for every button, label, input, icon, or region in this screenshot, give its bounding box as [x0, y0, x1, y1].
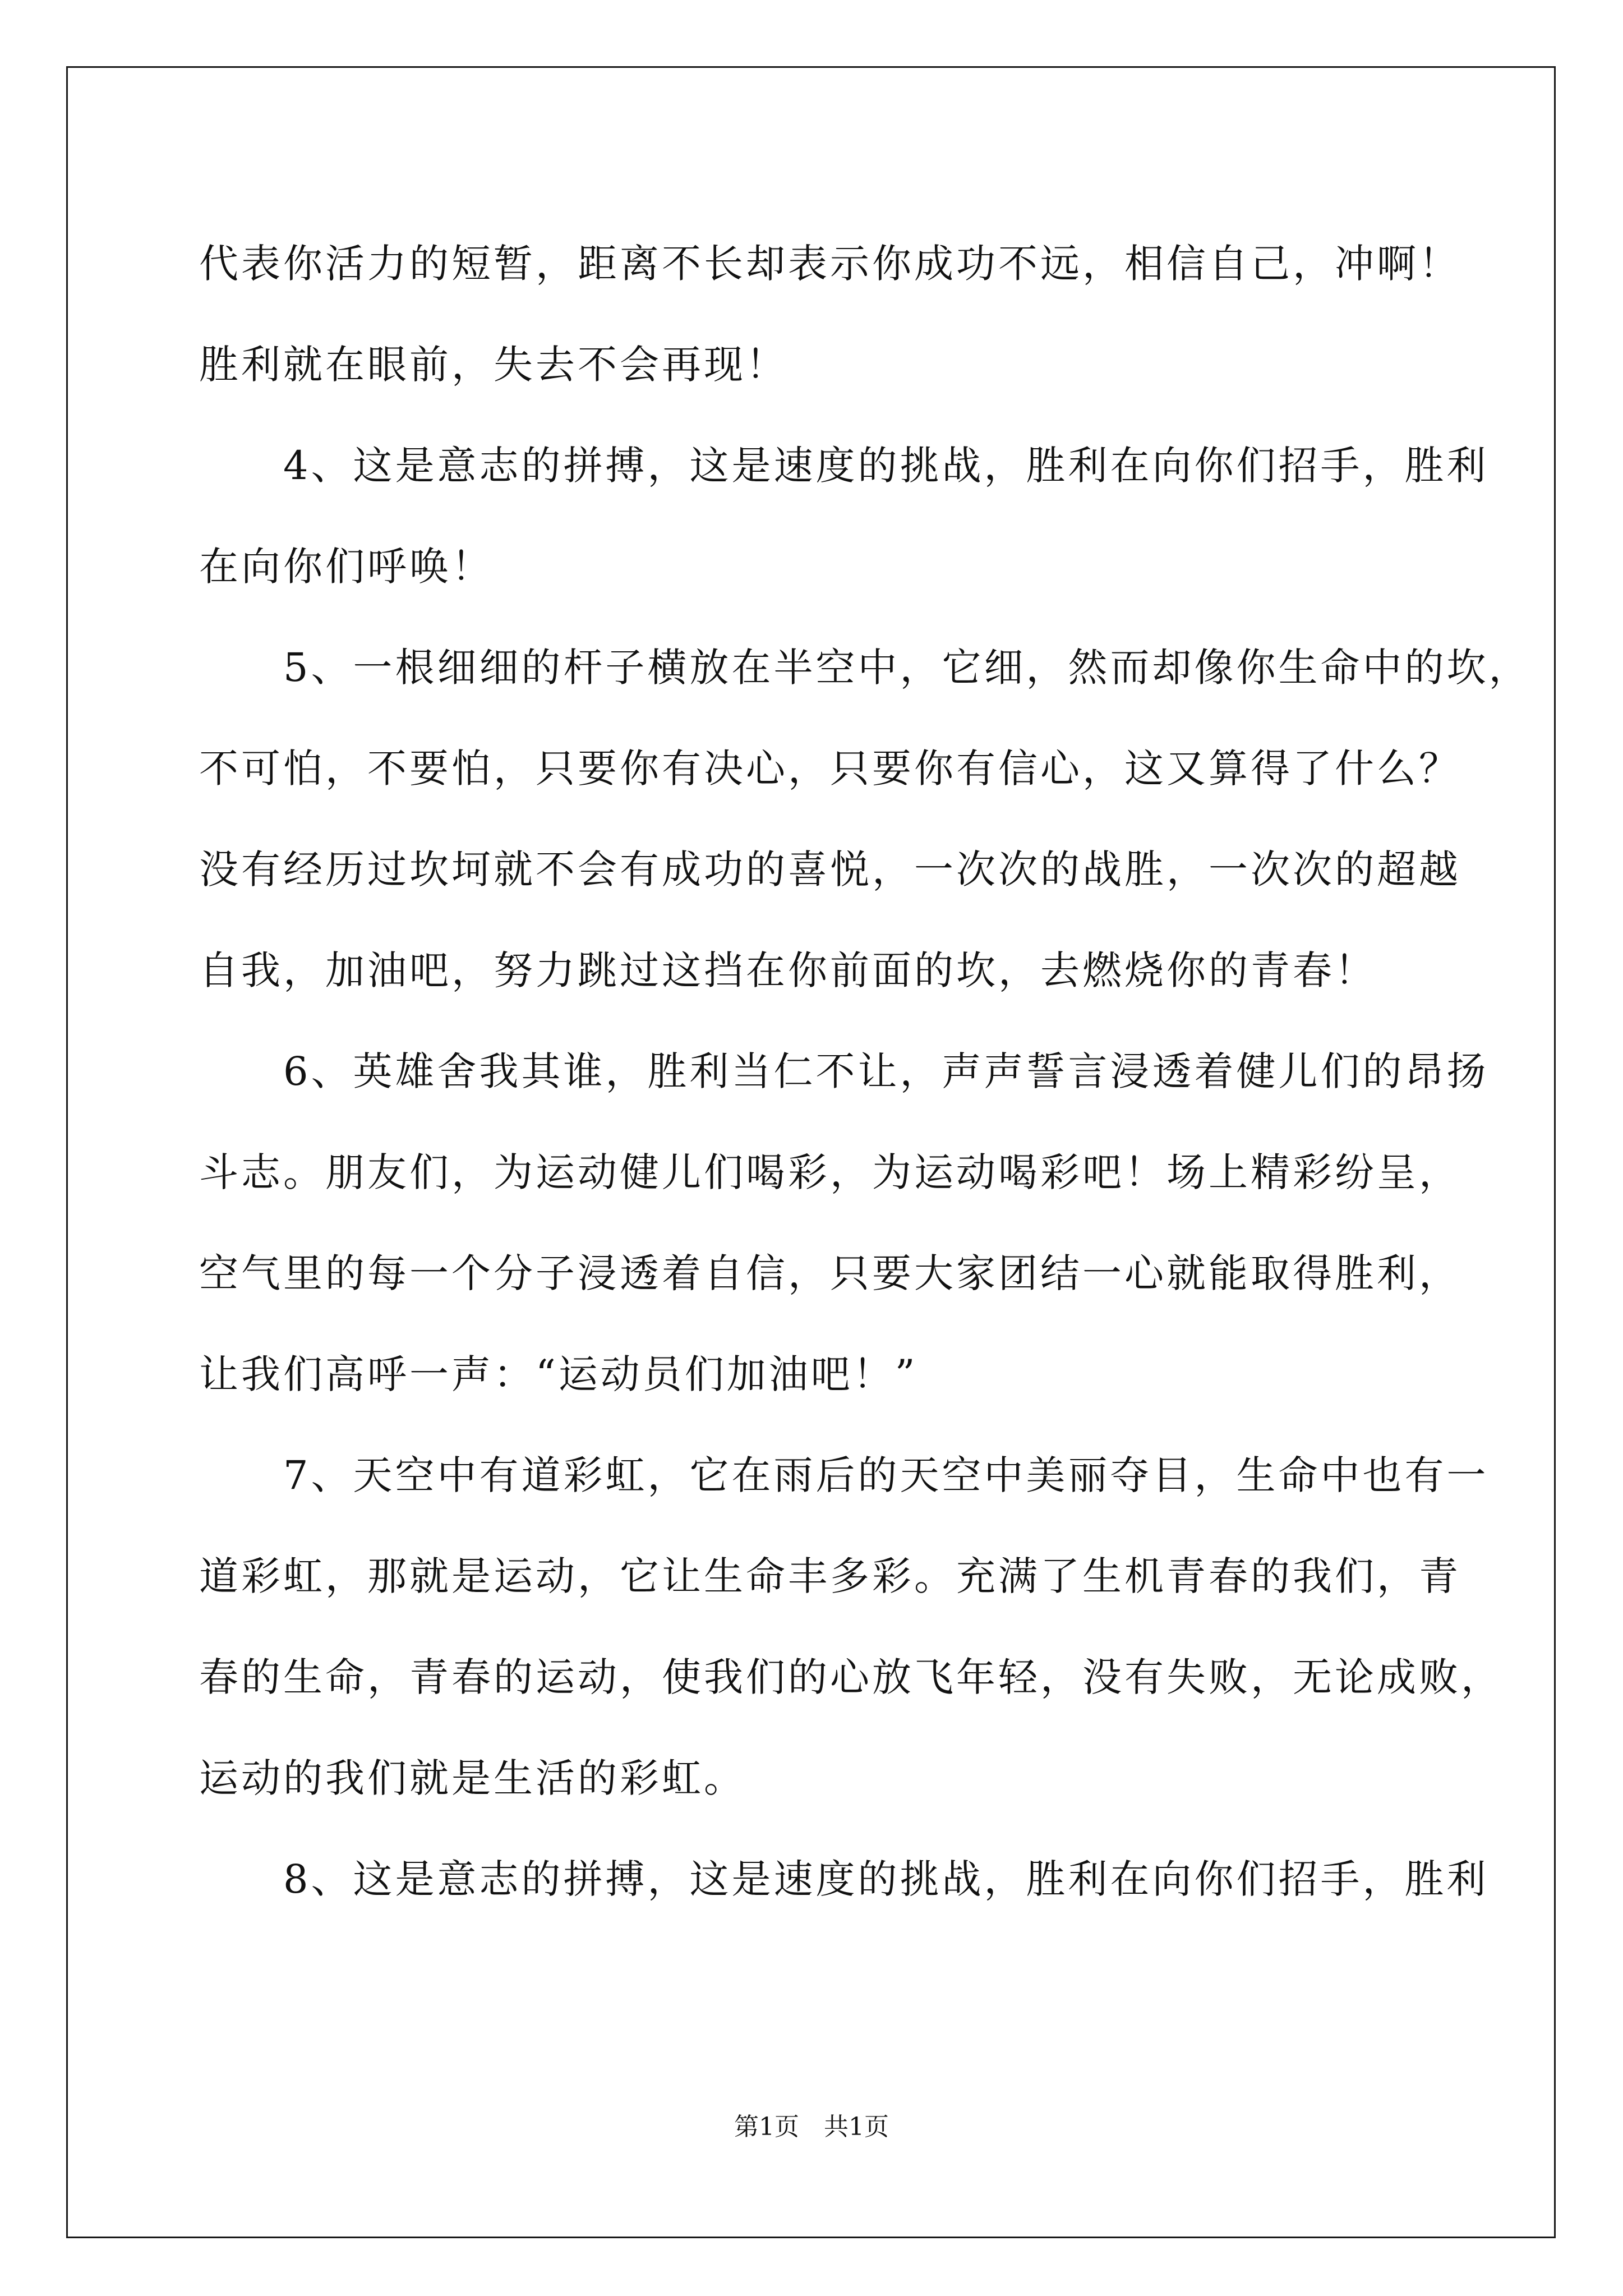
text-line: 自我，加油吧，努力跳过这挡在你前面的坎，去燃烧你的青春！ — [199, 947, 1377, 993]
page-number-footer: 第1页 共1页 — [734, 2113, 889, 2141]
text-line: 代表你活力的短暂，距离不长却表示你成功不远，相信自己，冲啊！ — [199, 241, 1461, 287]
text-line: 胜利就在眼前，失去不会再现！ — [199, 342, 788, 388]
text-line: 8、这是意志的拼搏，这是速度的挑战，胜利在向你们招手，胜利 — [199, 1856, 1489, 1902]
text-line: 让我们高呼一声：“运动员们加油吧！” — [199, 1351, 918, 1397]
text-line: 没有经历过坎坷就不会有成功的喜悦，一次次的战胜，一次次的超越 — [199, 846, 1461, 892]
text-line: 道彩虹，那就是运动，它让生命丰多彩。充满了生机青春的我们，青 — [199, 1553, 1461, 1599]
text-line: 6、英雄舍我其谁，胜利当仁不让，声声誓言浸透着健儿们的昂扬 — [199, 1048, 1489, 1094]
text-line: 在向你们呼唤！ — [199, 544, 494, 590]
text-line: 7、天空中有道彩虹，它在雨后的天空中美丽夺目，生命中也有一 — [199, 1452, 1489, 1498]
text-line: 春的生命，青春的运动，使我们的心放飞年轻，没有失败，无论成败， — [199, 1654, 1503, 1700]
text-line: 5、一根细细的杆子横放在半空中，它细，然而却像你生命中的坎， — [199, 645, 1531, 691]
document-body — [199, 213, 1531, 1930]
text-line: 4、这是意志的拼搏，这是速度的挑战，胜利在向你们招手，胜利 — [199, 443, 1489, 489]
text-line: 运动的我们就是生活的彩虹。 — [199, 1755, 746, 1801]
text-line: 斗志。朋友们，为运动健儿们喝彩，为运动喝彩吧！场上精彩纷呈， — [199, 1149, 1461, 1195]
text-line: 不可怕，不要怕，只要你有决心，只要你有信心，这又算得了什么？ — [199, 746, 1461, 792]
text-line: 空气里的每一个分子浸透着自信，只要大家团结一心就能取得胜利， — [199, 1250, 1461, 1296]
